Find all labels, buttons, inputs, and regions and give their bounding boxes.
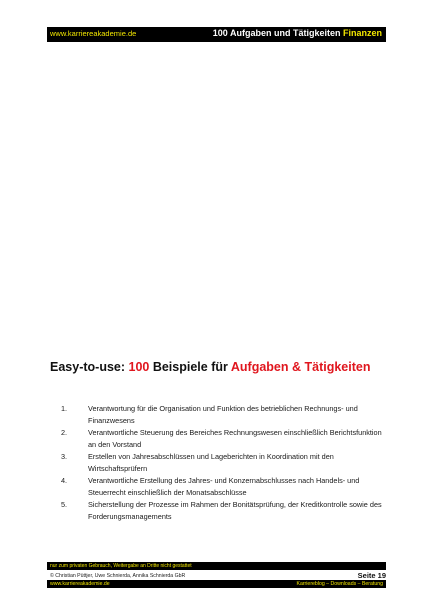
header-bar	[47, 27, 386, 42]
header-website-link[interactable]: www.karriereakademie.de	[50, 29, 137, 38]
footer-usage-note: nur zum privaten Gebrauch, Weitergabe an Dritte nicht gestattet	[50, 563, 192, 569]
list-item	[50, 451, 386, 474]
header-title-prefix: 100 Aufgaben und Tätigkeiten	[212, 28, 343, 38]
heading-number: 100	[128, 360, 150, 374]
page-number: Seite 19	[357, 571, 386, 580]
list-item-text: Verantwortung für die Organisation und Funktion des betrieblichen Rechnungs- und Finanzwesens	[88, 404, 358, 425]
heading-part-3: Aufgaben & Tätigkeiten	[230, 360, 371, 374]
list-item-number: 5.	[61, 500, 68, 509]
list-item-text: Sicherstellung der Prozesse im Rahmen der Bonitätsprüfung, der Kreditkontrolle sowie des Forderungsmanagements	[88, 500, 382, 521]
task-list	[50, 403, 386, 523]
list-item	[50, 499, 386, 522]
list-item	[50, 475, 386, 498]
header-title-highlight: Finanzen	[342, 28, 382, 38]
list-item	[50, 403, 386, 426]
footer-links[interactable]: Karriereblog – Downloads – Beratung	[296, 581, 383, 587]
list-item	[50, 427, 386, 450]
footer-copyright: © Christian Püttjer, Uwe Schnierda, Annika Schnierda GbR	[50, 573, 186, 579]
heading-part-1: Easy-to-use:	[50, 360, 129, 374]
footer-bar	[47, 580, 386, 588]
list-item-text: Erstellen von Jahresabschlüssen und Lageberichten in Koordination mit den Wirtschaftsprüfern	[88, 452, 334, 473]
list-item-number: 2.	[61, 428, 68, 437]
list-item-number: 3.	[61, 452, 68, 461]
footer-website-link[interactable]: www.karriereakademie.de	[50, 581, 110, 587]
list-item-number: 1.	[61, 404, 68, 413]
list-item-text: Verantwortliche Steuerung des Bereiches Rechnungswesen einschließlich Berichtsfunktion an den Vorstand	[88, 428, 382, 449]
list-item-text: Verantwortliche Erstellung des Jahres- und Konzernabschlusses nach Handels- und Steuerrecht einschließlich der Monatsabschlüsse	[88, 476, 360, 497]
heading-part-2: Beispiele für	[149, 360, 231, 374]
list-item-number: 4.	[61, 476, 68, 485]
header-title	[213, 28, 382, 38]
footer-note-bar	[47, 562, 386, 570]
section-heading	[50, 360, 370, 374]
